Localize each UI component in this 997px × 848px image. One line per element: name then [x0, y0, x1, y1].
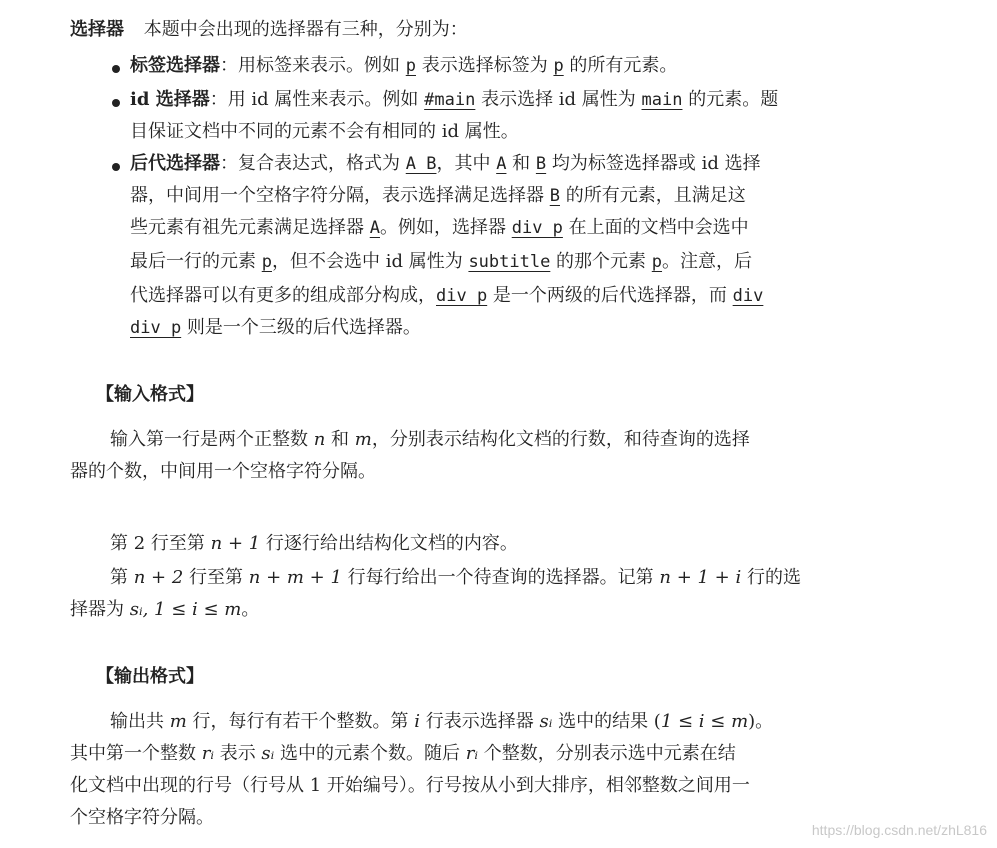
desc-text: 些元素有祖先元素满足选择器: [130, 217, 370, 238]
math-i: i: [414, 711, 421, 732]
input-text: 行每行给出一个待查询的选择器。记第: [341, 567, 660, 588]
input-text: 行的选: [741, 567, 801, 588]
selectors-intro-line: [70, 14, 468, 46]
math-si-range: sᵢ, 1 ≤ i ≤ m: [129, 599, 242, 620]
input-para-1-line-2: 器的个数，中间用一个空格字符分隔。: [70, 461, 376, 482]
desc-text: 器，中间用一个空格字符分隔，表示选择满足选择器: [130, 185, 550, 206]
desc-text: 的那个元素: [550, 251, 652, 272]
selectors-term: 选择器: [70, 19, 124, 40]
output-text: 行表示选择器: [420, 711, 540, 732]
desc-selector-line-6: [130, 312, 421, 344]
id-selector-line-2: 目保证文档中不同的元素不会有相同的 id 属性。: [130, 121, 519, 142]
desc-selector-line-2: [130, 180, 746, 212]
math-si: sᵢ: [539, 711, 553, 732]
output-text: 其中第一个整数: [70, 743, 202, 764]
output-line-4: 个空格字符分隔。: [70, 807, 214, 828]
desc-selector-line-1: [130, 148, 761, 180]
desc-text: 最后一行的元素: [130, 251, 262, 272]
input-text: 第: [110, 567, 134, 588]
math-n-plus-1: n + 1: [210, 533, 261, 554]
input-para-2: [110, 528, 518, 560]
id-selector-text: 的元素。题: [682, 89, 779, 110]
output-text: 个整数，分别表示选中元素在结: [477, 743, 736, 764]
id-selector-text: ：用 id 属性来表示。例如: [209, 89, 425, 110]
code-p: p: [651, 252, 663, 272]
desc-text: ，其中: [436, 153, 497, 174]
desc-text: ，但不会选中 id 属性为: [271, 251, 469, 272]
desc-text: ：复合表达式，格式为: [220, 153, 406, 174]
desc-selector-line-3: [130, 212, 749, 244]
code-div-p: div p: [130, 318, 182, 338]
bullet-icon: [112, 99, 120, 107]
input-text: 第 2 行至第: [110, 533, 211, 554]
math-n-plus-m-plus-1: n + m + 1: [248, 567, 342, 588]
output-line-3: 化文档中出现的行号（行号从 1 开始编号）。行号按从小到大排序，相邻整数之间用一: [70, 775, 750, 796]
code-p: p: [405, 56, 416, 76]
code-b: B: [549, 186, 560, 206]
desc-text: 均为标签选择器或 id 选择: [546, 153, 761, 174]
bullet-icon: [112, 163, 120, 171]
id-selector-term: id 选择器: [130, 89, 210, 110]
math-n: n: [313, 429, 326, 450]
output-format-heading: 【输出格式】: [96, 666, 204, 687]
code-p: p: [553, 56, 564, 76]
math-m: m: [169, 711, 187, 732]
code-p: p: [261, 252, 272, 272]
output-text: 选中的结果 (: [552, 711, 661, 732]
desc-text: 在上面的文档中会选中: [562, 217, 749, 238]
output-text: 表示: [213, 743, 262, 764]
input-text: 。: [241, 599, 260, 620]
input-para-3-line-1: [110, 562, 801, 594]
input-text: 择器为: [70, 599, 130, 620]
desc-text: 的所有元素，且满足这: [559, 185, 746, 206]
code-a: A: [496, 154, 507, 174]
input-format-heading: 【输入格式】: [96, 384, 204, 405]
desc-text: 。注意，后: [662, 251, 753, 272]
selectors-intro-text: 本题中会出现的选择器有三种，分别为：: [143, 19, 468, 40]
desc-text: 是一个两级的后代选择器，而: [487, 285, 733, 306]
code-subtitle: subtitle: [468, 252, 551, 272]
math-si: sᵢ: [261, 743, 275, 764]
tag-selector-line: [130, 50, 677, 82]
tag-selector-text: 的所有元素。: [563, 55, 678, 76]
bullet-icon: [112, 65, 120, 73]
desc-text: 代选择器可以有更多的组成部分构成，: [130, 285, 436, 306]
code-div: div: [732, 286, 764, 306]
desc-text: 和: [506, 153, 536, 174]
math-ri: rᵢ: [201, 743, 214, 764]
input-para-1-line-1: [110, 424, 750, 456]
id-selector-text: 表示选择 id 属性为: [475, 89, 642, 110]
code-a: A: [369, 218, 380, 238]
math-n-plus-1-plus-i: n + 1 + i: [659, 567, 742, 588]
desc-text: 。例如，选择器: [379, 217, 512, 238]
watermark: https://blog.csdn.net/zhL816: [811, 822, 987, 838]
output-line-2: [70, 738, 736, 770]
math-m: m: [354, 429, 372, 450]
code-main: main: [641, 90, 683, 110]
input-text: 输入第一行是两个正整数: [110, 429, 314, 450]
tag-selector-text: ：用标签来表示。例如: [220, 55, 406, 76]
code-b: B: [535, 154, 547, 174]
math-n-plus-2: n + 2: [133, 567, 184, 588]
math-i-range: 1 ≤ i ≤ m: [660, 711, 749, 732]
input-text: 行至第: [183, 567, 249, 588]
math-ri: rᵢ: [465, 743, 478, 764]
code-a-b: A B: [405, 154, 437, 174]
output-text: 选中的元素个数。随后: [274, 743, 466, 764]
input-text: ，分别表示结构化文档的行数，和待查询的选择: [371, 429, 750, 450]
desc-selector-line-4: [130, 246, 752, 278]
code-div-p: div p: [511, 218, 563, 238]
tag-selector-text: 表示选择标签为: [415, 55, 554, 76]
input-text: 行逐行给出结构化文档的内容。: [260, 533, 518, 554]
desc-selector-term: 后代选择器: [130, 153, 220, 174]
tag-selector-term: 标签选择器: [130, 55, 220, 76]
id-selector-line-1: [130, 84, 778, 116]
output-text: 输出共: [110, 711, 170, 732]
input-para-3-line-2: [70, 594, 259, 626]
output-text: 行，每行有若干个整数。第: [186, 711, 415, 732]
code-main-hash: #main: [424, 90, 476, 110]
input-text: 和: [325, 429, 355, 450]
code-div-p: div p: [436, 286, 488, 306]
output-line-1: [110, 706, 773, 738]
desc-selector-line-5: [130, 280, 763, 312]
desc-text: 则是一个三级的后代选择器。: [181, 317, 421, 338]
output-text: )。: [748, 711, 774, 732]
